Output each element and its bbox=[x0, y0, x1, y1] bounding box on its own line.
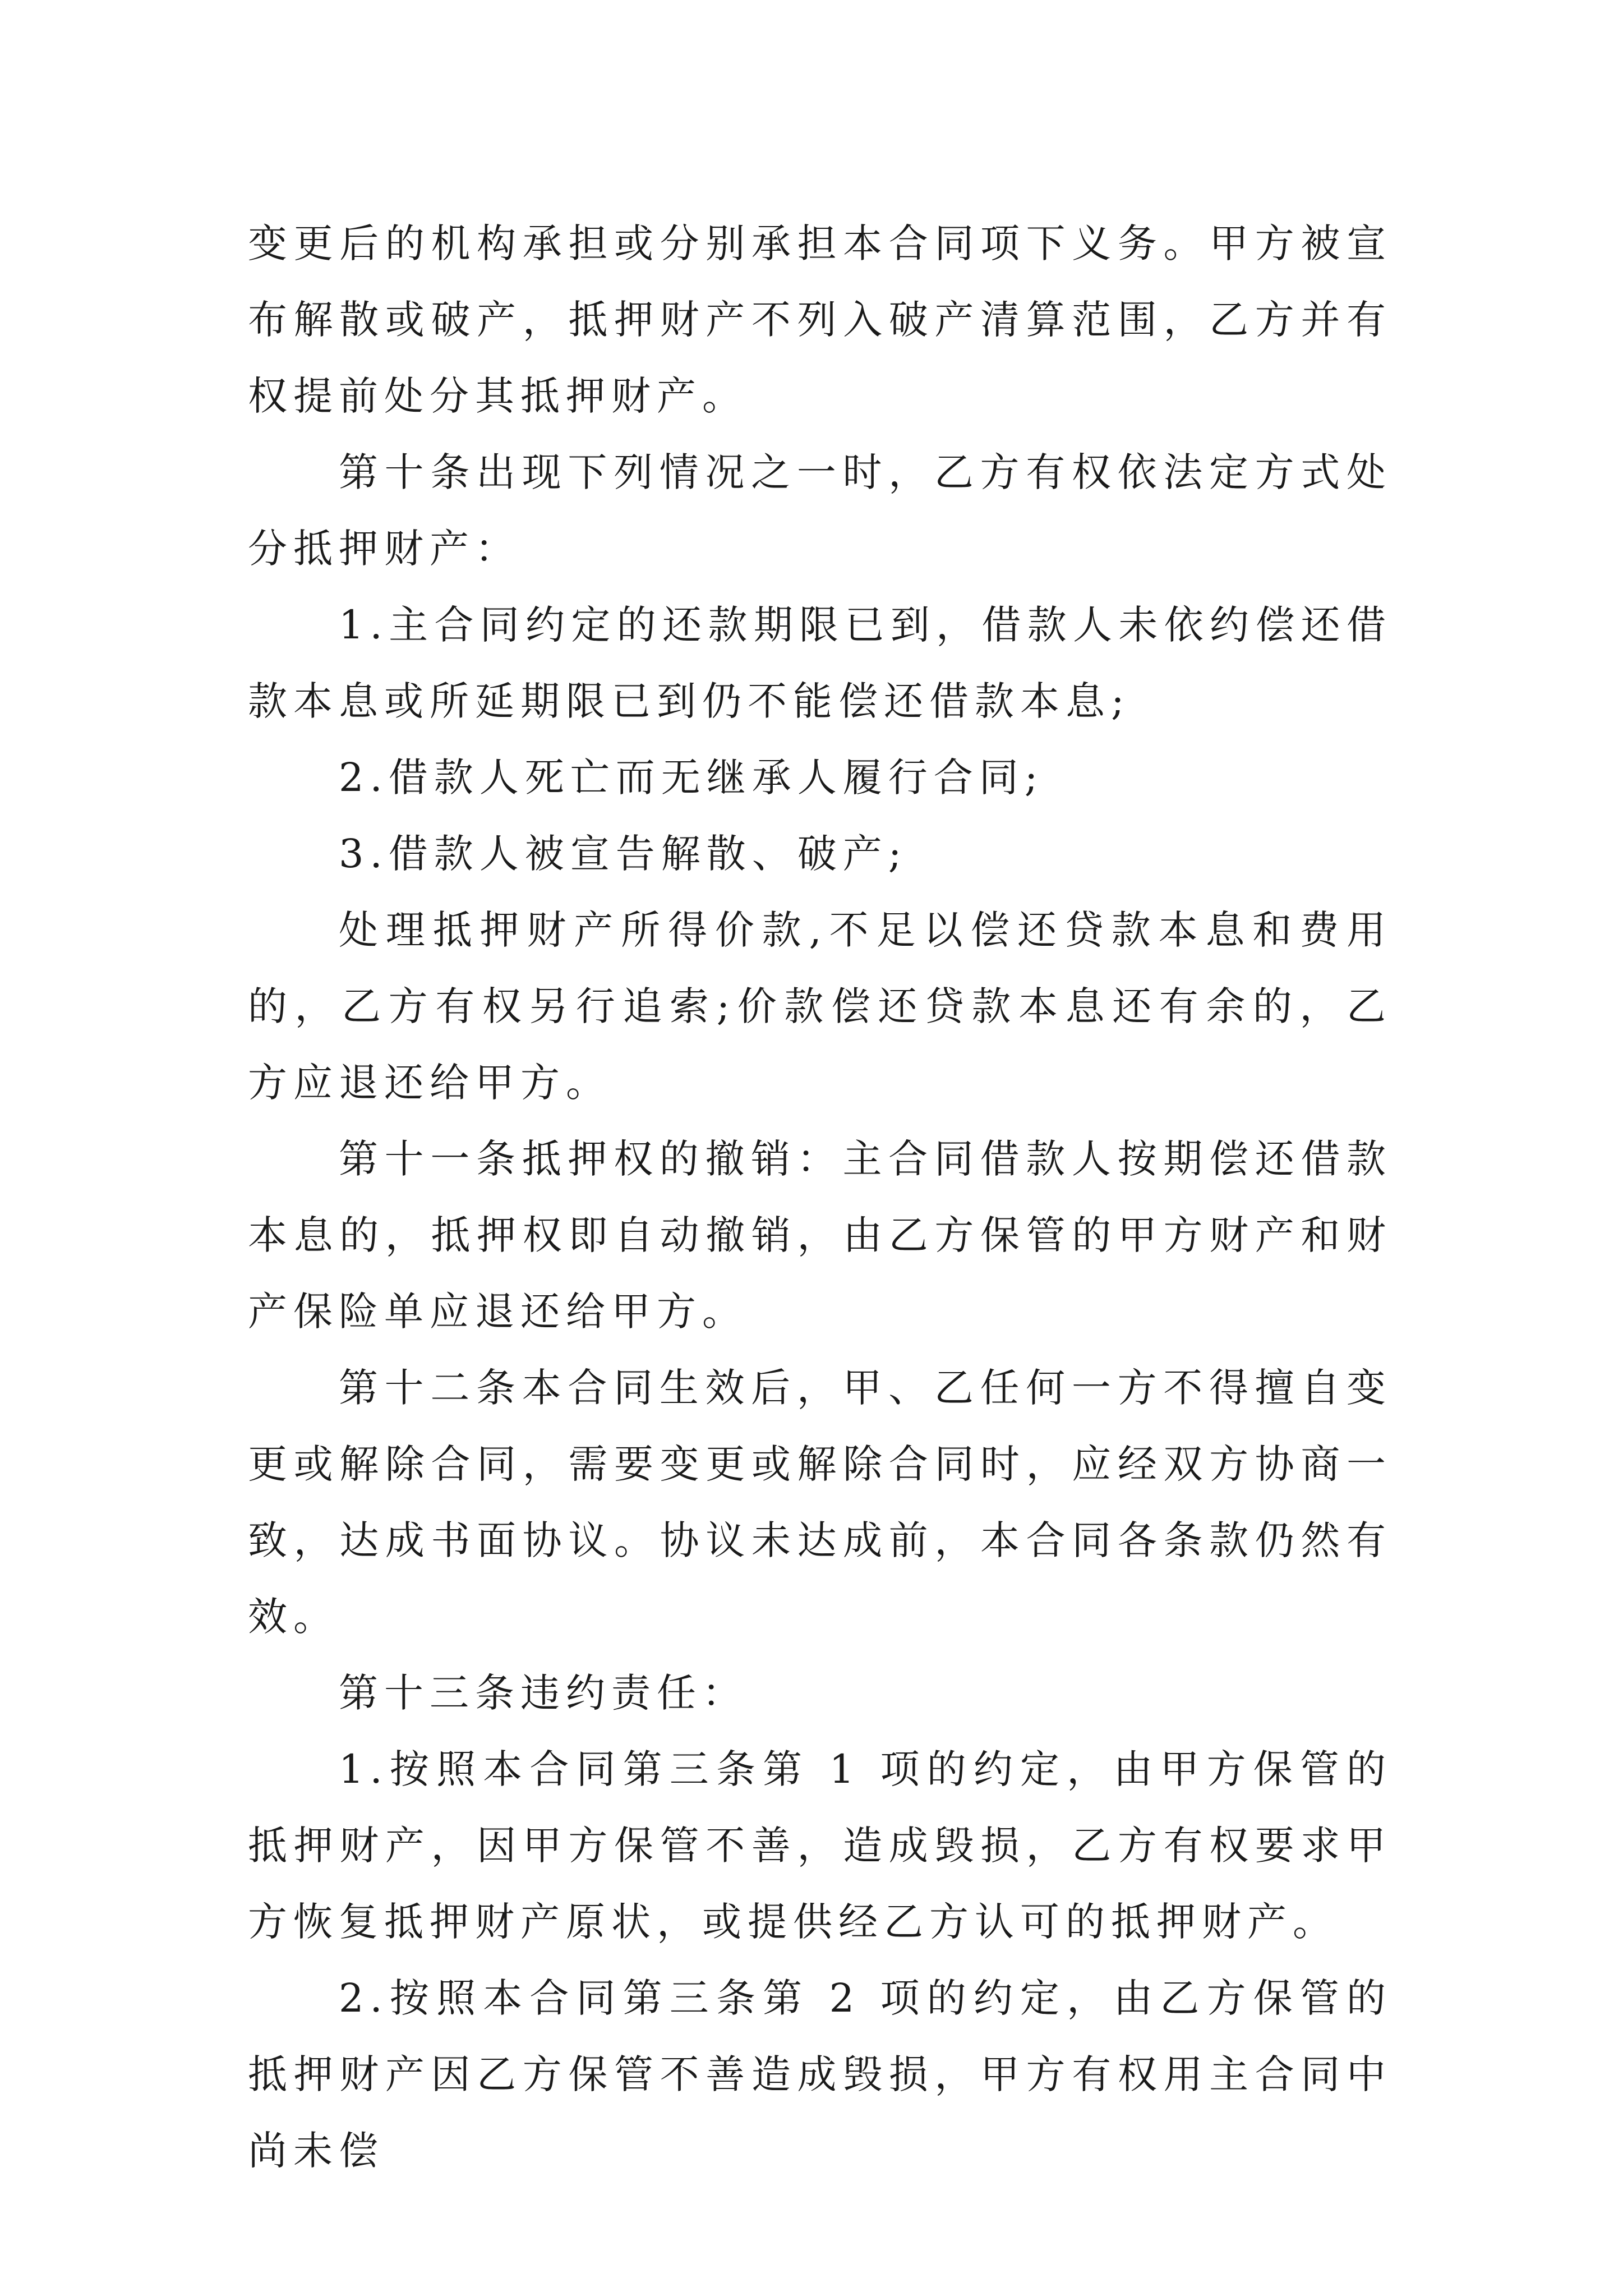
paragraph-article-11: 第十一条抵押权的撤销：主合同借款人按期偿还借款本息的，抵押权即自动撤销，由乙方保管的甲方财产和财产保险单应退还给甲方。 bbox=[248, 1136, 1392, 1335]
paragraph-proceeds: 处理抵押财产所得价款,不足以偿还贷款本息和费用的，乙方有权另行追索;价款偿还贷款本息还有余的，乙方应退还给甲方。 bbox=[248, 907, 1392, 1106]
paragraph-continuation: 变更后的机构承担或分别承担本合同项下义务。甲方被宣布解散或破产，抵押财产不列入破产清算范围，乙方并有权提前处分其抵押财产。 bbox=[248, 220, 1392, 419]
list-item-13-1: 1.按照本合同第三条第 1 项的约定，由甲方保管的抵押财产，因甲方保管不善，造成毁损，乙方有权要求甲方恢复抵押财产原状，或提供经乙方认可的抵押财产。 bbox=[248, 1746, 1392, 1945]
list-item-10-3: 3.借款人被宣告解散、破产; bbox=[339, 831, 908, 877]
list-item-10-1: 1.主合同约定的还款期限已到，借款人未依约偿还借款本息或所延期限已到仍不能偿还借款本息; bbox=[248, 602, 1392, 724]
list-item-13-2: 2.按照本合同第三条第 2 项的约定，由乙方保管的抵押财产因乙方保管不善造成毁损，甲方有权用主合同中尚未偿 bbox=[248, 1975, 1392, 2174]
paragraph-article-12: 第十二条本合同生效后，甲、乙任何一方不得擅自变更或解除合同，需要变更或解除合同时，应经双方协商一致，达成书面协议。协议未达成前，本合同各条款仍然有效。 bbox=[248, 1365, 1392, 1640]
paragraph-article-13: 第十三条违约责任： bbox=[339, 1670, 748, 1716]
list-item-10-2: 2.借款人死亡而无继承人履行合同; bbox=[339, 754, 1044, 800]
paragraph-article-10: 第十条出现下列情况之一时，乙方有权依法定方式处分抵押财产： bbox=[248, 449, 1392, 572]
body-text bbox=[248, 205, 1392, 2189]
